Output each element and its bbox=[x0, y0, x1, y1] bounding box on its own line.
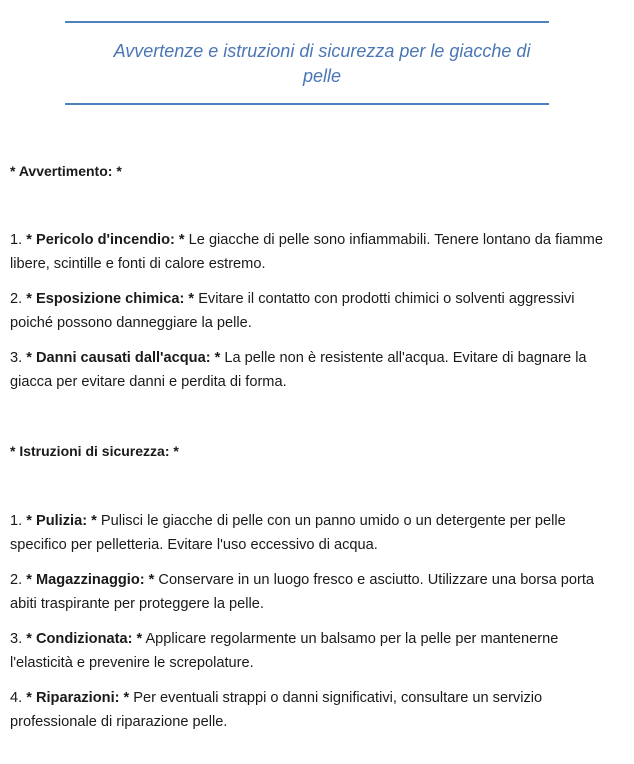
item-label: * Pericolo d'incendio: * bbox=[26, 232, 185, 248]
item-label: * Pulizia: * bbox=[26, 513, 97, 529]
item-label: * Magazzinaggio: * bbox=[26, 572, 155, 588]
warning-item bbox=[10, 346, 610, 394]
item-number: 1. bbox=[10, 513, 23, 529]
instruction-item bbox=[10, 686, 610, 734]
item-text: Per eventuali strappi o danni significativi, consultare un servizio professionale di riparazione pelle. bbox=[10, 690, 543, 730]
warnings-heading: * Avvertimento: * bbox=[10, 163, 122, 179]
item-text: Le giacche di pelle sono infiammabili. Tenere lontano da fiamme libere, scintille e fonti di calore estremo. bbox=[10, 232, 603, 272]
item-number: 4. bbox=[10, 690, 23, 706]
warning-item bbox=[10, 287, 610, 335]
item-label: * Condizionata: * bbox=[26, 631, 143, 647]
item-number: 3. bbox=[10, 631, 23, 647]
item-number: 3. bbox=[10, 350, 23, 366]
instruction-item bbox=[10, 509, 610, 557]
item-label: * Esposizione chimica: * bbox=[26, 291, 195, 307]
item-text: Conservare in un luogo fresco e asciutto. Utilizzare una borsa porta abiti traspirante per proteggere la pelle. bbox=[10, 572, 595, 612]
document-title: Avvertenze e istruzioni di sicurezza per le giacche di pelle bbox=[113, 41, 531, 86]
item-number: 2. bbox=[10, 572, 23, 588]
item-label: * Riparazioni: * bbox=[26, 690, 130, 706]
item-label: * Danni causati dall'acqua: * bbox=[26, 350, 221, 366]
instruction-item bbox=[10, 627, 610, 675]
instruction-item bbox=[10, 568, 610, 616]
item-number: 1. bbox=[10, 232, 23, 248]
warning-item bbox=[10, 228, 610, 276]
instructions-heading: * Istruzioni di sicurezza: * bbox=[10, 443, 179, 459]
title-block bbox=[65, 21, 549, 105]
item-number: 2. bbox=[10, 291, 23, 307]
item-text: Applicare regolarmente un balsamo per la pelle per mantenerne l'elasticità e prevenire le screpolature. bbox=[10, 631, 559, 671]
item-text: Evitare il contatto con prodotti chimici o solventi aggressivi poiché possono danneggiare la pelle. bbox=[10, 291, 575, 331]
item-text: La pelle non è resistente all'acqua. Evitare di bagnare la giacca per evitare danni e perdita di forma. bbox=[10, 350, 587, 390]
item-text: Pulisci le giacche di pelle con un panno umido o un detergente per pelle specifico per pelletteria. Evitare l'uso eccessivo di acqua. bbox=[10, 513, 566, 553]
